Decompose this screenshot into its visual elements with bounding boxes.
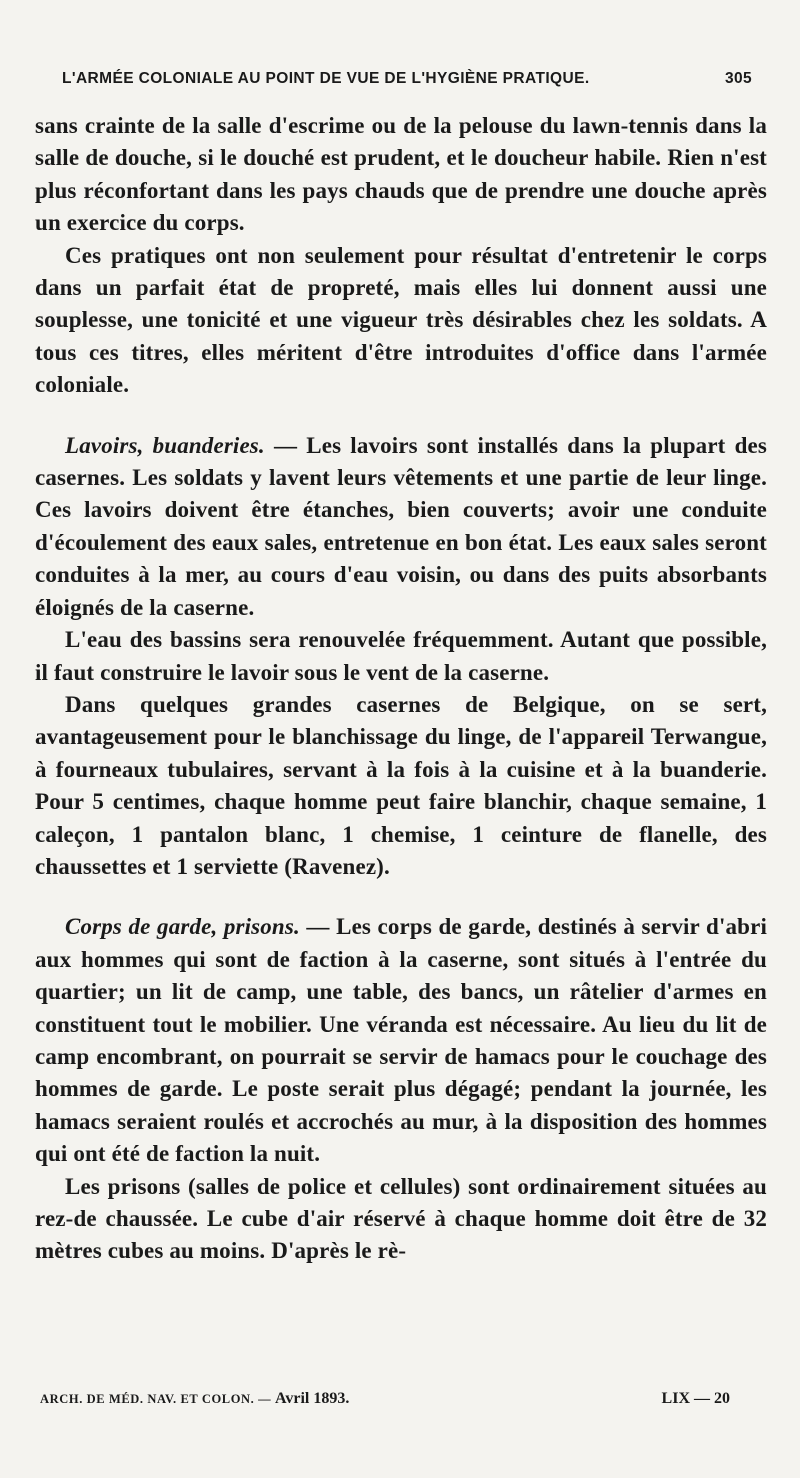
running-title: L'ARMÉE COLONIALE AU POINT DE VUE DE L'HYGIÈNE PRATIQUE.	[62, 70, 590, 87]
page-footer	[40, 1390, 730, 1408]
body-text	[35, 110, 767, 1268]
running-header	[62, 70, 752, 88]
section-paragraph	[35, 430, 767, 624]
footer-journal	[40, 1390, 349, 1408]
paragraph-text: Ces pratiques ont non seulement pour résultat d'entretenir le corps dans un parfait état de propreté, mais elles lui donnent aussi une souplesse, une tonicité et une vigueur très désirables chez les soldats. A tous ces titres, elles méritent d'être introduites d'office dans l'armée coloniale.	[35, 242, 767, 398]
paragraph	[35, 624, 767, 689]
section-heading: Corps de garde, prisons.	[65, 914, 300, 940]
page-number: 305	[724, 70, 752, 87]
paragraph	[35, 110, 767, 240]
paragraph-text: Dans quelques grandes casernes de Belgique, on se sert, avantageusement pour le blanchissage du linge, de l'appareil Terwangue, à fourneaux tubulaires, servant à la fois à la cuisine et à la buanderie. Pour 5 centimes, chaque homme peut faire blanchir, chaque semaine, 1 caleçon, 1 pantalon blanc, 1 chemise, 1 ceinture de flanelle, des chaussettes et 1 serviette (Ravenez).	[35, 691, 767, 879]
section-paragraph	[35, 911, 767, 1170]
signature-mark: LIX — 20	[661, 1390, 730, 1407]
paragraph	[35, 689, 767, 883]
paragraph-text: sans crainte de la salle d'escrime ou de la pelouse du lawn-tennis dans la salle de douche, si le douché est prudent, et le doucheur habile. Rien n'est plus réconfortant dans les pays chauds que de prendre une douche après un exercice du corps.	[35, 113, 767, 236]
issue-date: Avril 1893.	[274, 1390, 350, 1407]
paragraph	[35, 240, 767, 402]
paragraph	[35, 1171, 767, 1268]
paragraph-text: L'eau des bassins sera renouvelée fréquemment. Autant que possible, il faut construire le lavoir sous le vent de la caserne.	[35, 627, 767, 685]
paragraph-text: Les prisons (salles de police et cellules) sont ordinairement situées au rez-de chaussée. Le cube d'air réservé à chaque homme doit être de 32 mètres cubes au moins. D'après le rè-	[35, 1173, 767, 1264]
section-heading: Lavoirs, buanderies.	[65, 432, 265, 458]
paragraph-text: — Les corps de garde, destinés à servir d'abri aux hommes qui sont de faction à la caserne, sont situés à l'entrée du quartier; un lit de camp, une table, des bancs, un râtelier d'armes en constituent tout le mobilier. Une véranda est nécessaire. Au lieu du lit de camp encombrant, on pourrait se servir de hamacs pour le couchage des hommes de garde. Le poste serait plus dégagé; pendant la journée, les hamacs seraient roulés et accrochés au mur, à la disposition des hommes qui ont été de faction la nuit.	[35, 914, 767, 1167]
journal-name: ARCH. DE MÉD. NAV. ET COLON. —	[40, 1392, 272, 1406]
paragraph-text: — Les lavoirs sont installés dans la plupart des casernes. Les soldats y lavent leurs vêtements et une partie de leur linge. Ces lavoirs doivent être étanches, bien couverts; avoir une conduite d'écoulement des eaux sales, entretenue en bon état. Les eaux sales seront conduites à la mer, au cours d'eau voisin, ou dans des puits absorbants éloignés de la caserne.	[35, 432, 768, 620]
